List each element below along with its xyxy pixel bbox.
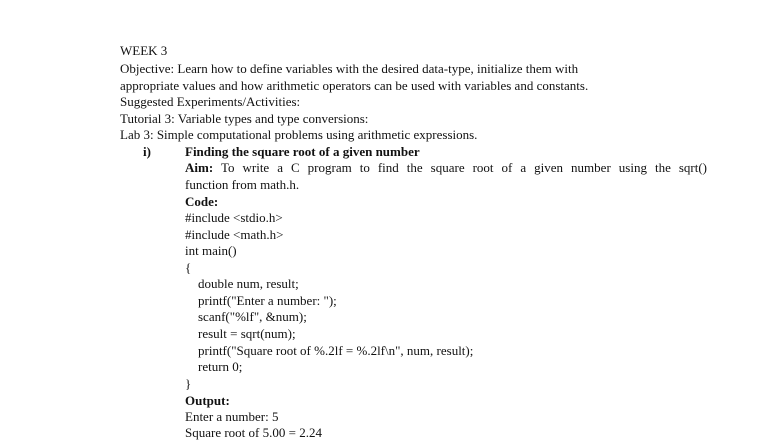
aim-line-2: function from math.h. xyxy=(185,177,300,192)
code-line: scanf("%lf", &num); xyxy=(185,309,307,324)
tutorial-line: Tutorial 3: Variable types and type conversions: xyxy=(120,111,369,126)
code-line: printf("Enter a number: "); xyxy=(185,293,337,308)
objective-line-1: Objective: Learn how to define variables with the desired data-type, initialize them with xyxy=(120,61,579,76)
aim-text: To write a C program to find the square root of a given number using the sqrt() xyxy=(220,160,708,175)
objective-line-2: appropriate values and how arithmetic operators can be used with variables and constants. xyxy=(120,78,589,93)
output-label: Output: xyxy=(185,393,230,408)
code-line: result = sqrt(num); xyxy=(185,326,296,341)
code-line: #include <math.h> xyxy=(185,227,284,242)
experiment-number: i) xyxy=(143,144,151,159)
aim-line-1 xyxy=(185,160,707,176)
code-line: } xyxy=(185,376,192,391)
code-line: { xyxy=(185,260,192,275)
code-line: #include <stdio.h> xyxy=(185,210,283,225)
code-label: Code: xyxy=(185,194,219,209)
code-line: printf("Square root of %.2lf = %.2lf\n", num, result); xyxy=(185,343,474,358)
aim-label: Aim: xyxy=(185,160,214,175)
suggested-experiments: Suggested Experiments/Activities: xyxy=(120,94,301,109)
code-line: return 0; xyxy=(185,359,243,374)
code-line: int main() xyxy=(185,243,237,258)
output-line: Square root of 5.00 = 2.24 xyxy=(185,425,322,440)
code-line: double num, result; xyxy=(185,276,299,291)
experiment-title: Finding the square root of a given number xyxy=(185,144,420,159)
output-line: Enter a number: 5 xyxy=(185,409,279,424)
week-heading: WEEK 3 xyxy=(120,43,168,58)
lab-line: Lab 3: Simple computational problems using arithmetic expressions. xyxy=(120,127,478,142)
